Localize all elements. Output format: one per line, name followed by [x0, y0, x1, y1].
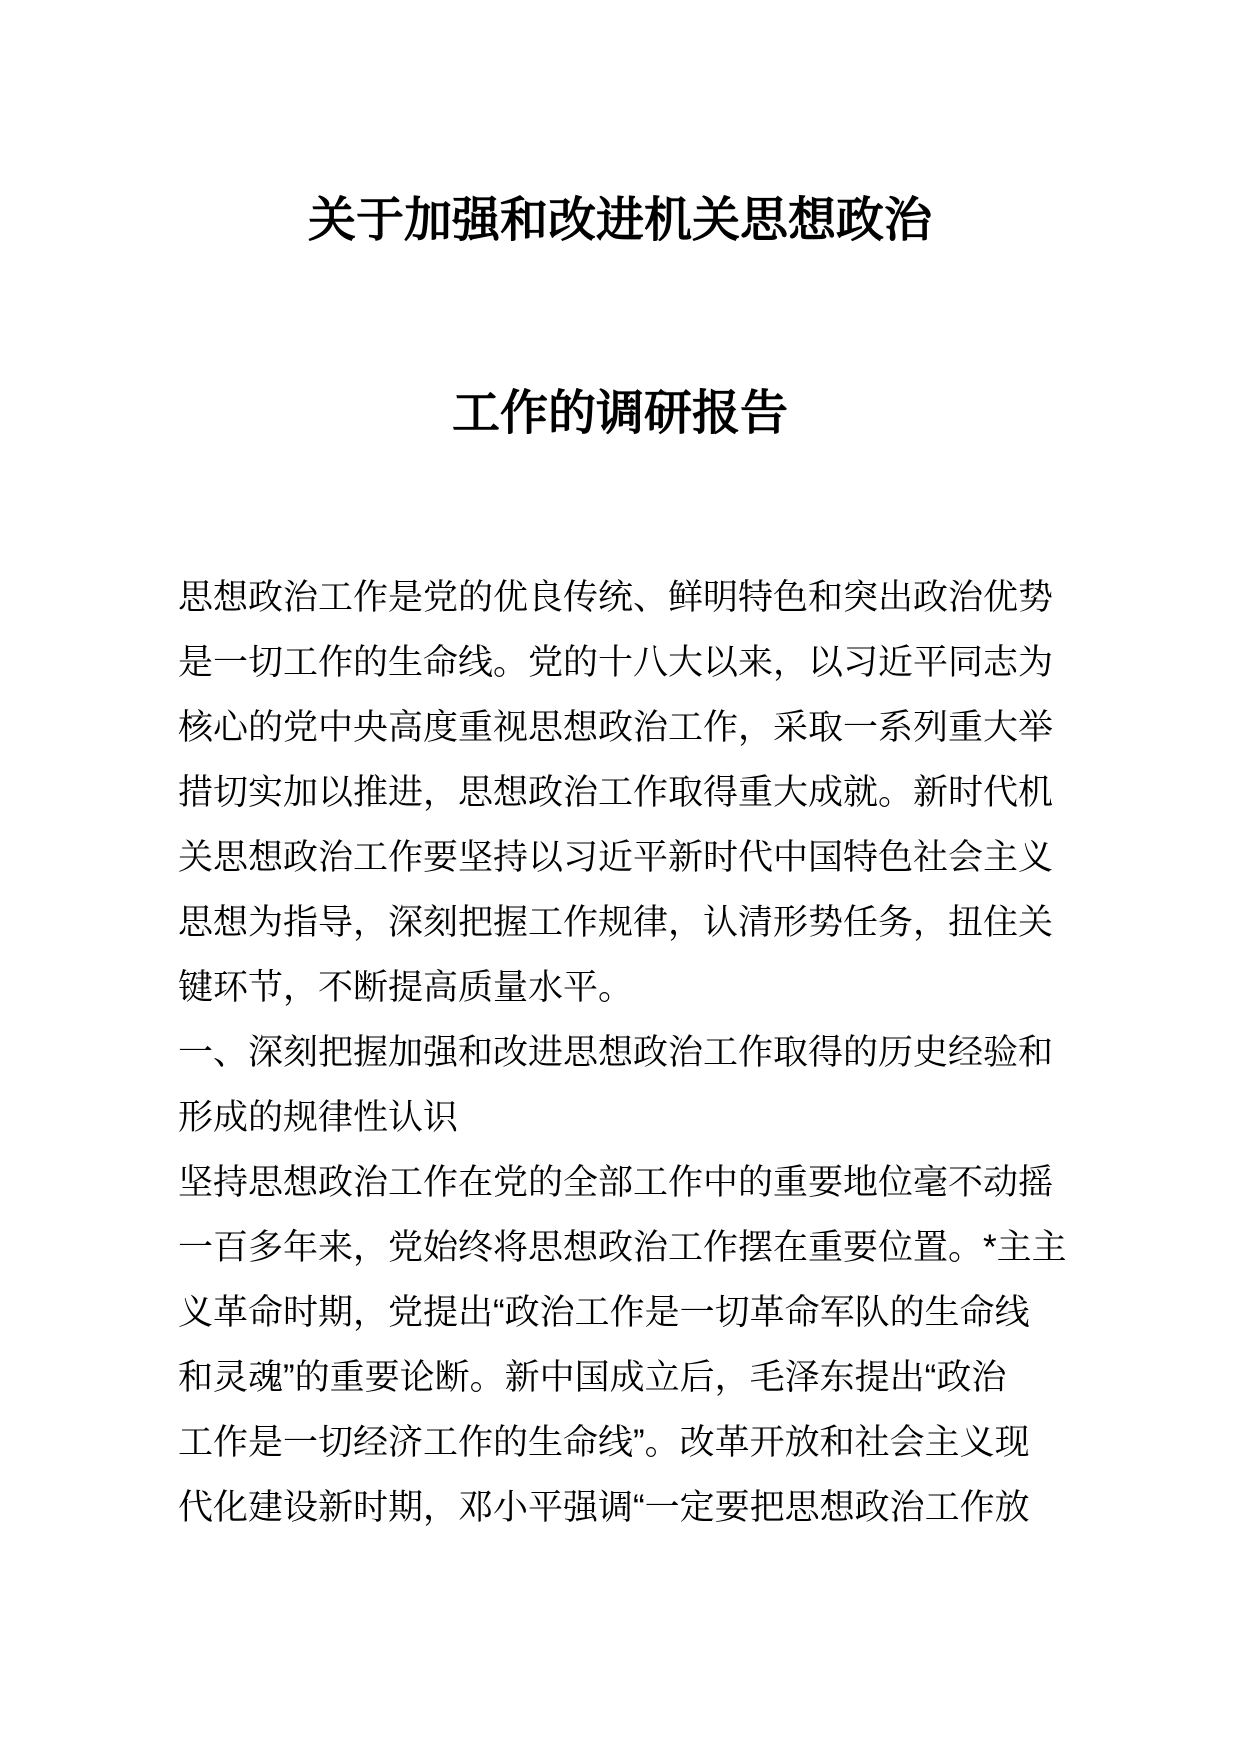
body-line: 一百多年来，党始终将思想政治工作摆在重要位置。*主主 — [178, 1228, 1067, 1267]
body-line: 措切实加以推进，思想政治工作取得重大成就。新时代机 — [178, 773, 1054, 812]
body-line-section-heading: 形成的规律性认识 — [178, 1098, 459, 1137]
body-line: 核心的党中央高度重视思想政治工作，采取一系列重大举 — [178, 708, 1054, 747]
document-title-line-2: 工作的调研报告 — [451, 387, 788, 440]
body-line: 是一切工作的生命线。党的十八大以来，以习近平同志为 — [178, 643, 1054, 682]
body-line: 关思想政治工作要坚持以习近平新时代中国特色社会主义 — [178, 838, 1054, 877]
body-line: 义革命时期，党提出“政治工作是一切革命军队的生命线 — [178, 1293, 1030, 1332]
body-line: 和灵魂”的重要论断。新中国成立后，毛泽东提出“政治 — [178, 1358, 1007, 1397]
body-line: 键环节，不断提高质量水平。 — [178, 968, 634, 1007]
body-line: 工作是一切经济工作的生命线”。改革开放和社会主义现 — [178, 1423, 1030, 1462]
body-line: 思想为指导，深刻把握工作规律，认清形势任务，扭住关 — [178, 903, 1054, 942]
document-title-line-1: 关于加强和改进机关思想政治 — [307, 194, 932, 247]
body-line: 思想政治工作是党的优良传统、鲜明特色和突出政治优势 — [178, 578, 1054, 617]
body-line: 坚持思想政治工作在党的全部工作中的重要地位毫不动摇 — [178, 1163, 1054, 1202]
body-line-section-heading: 一、深刻把握加强和改进思想政治工作取得的历史经验和 — [178, 1033, 1054, 1072]
body-line: 代化建设新时期，邓小平强调“一定要把思想政治工作放 — [178, 1488, 1030, 1527]
document-body — [178, 565, 1093, 1540]
